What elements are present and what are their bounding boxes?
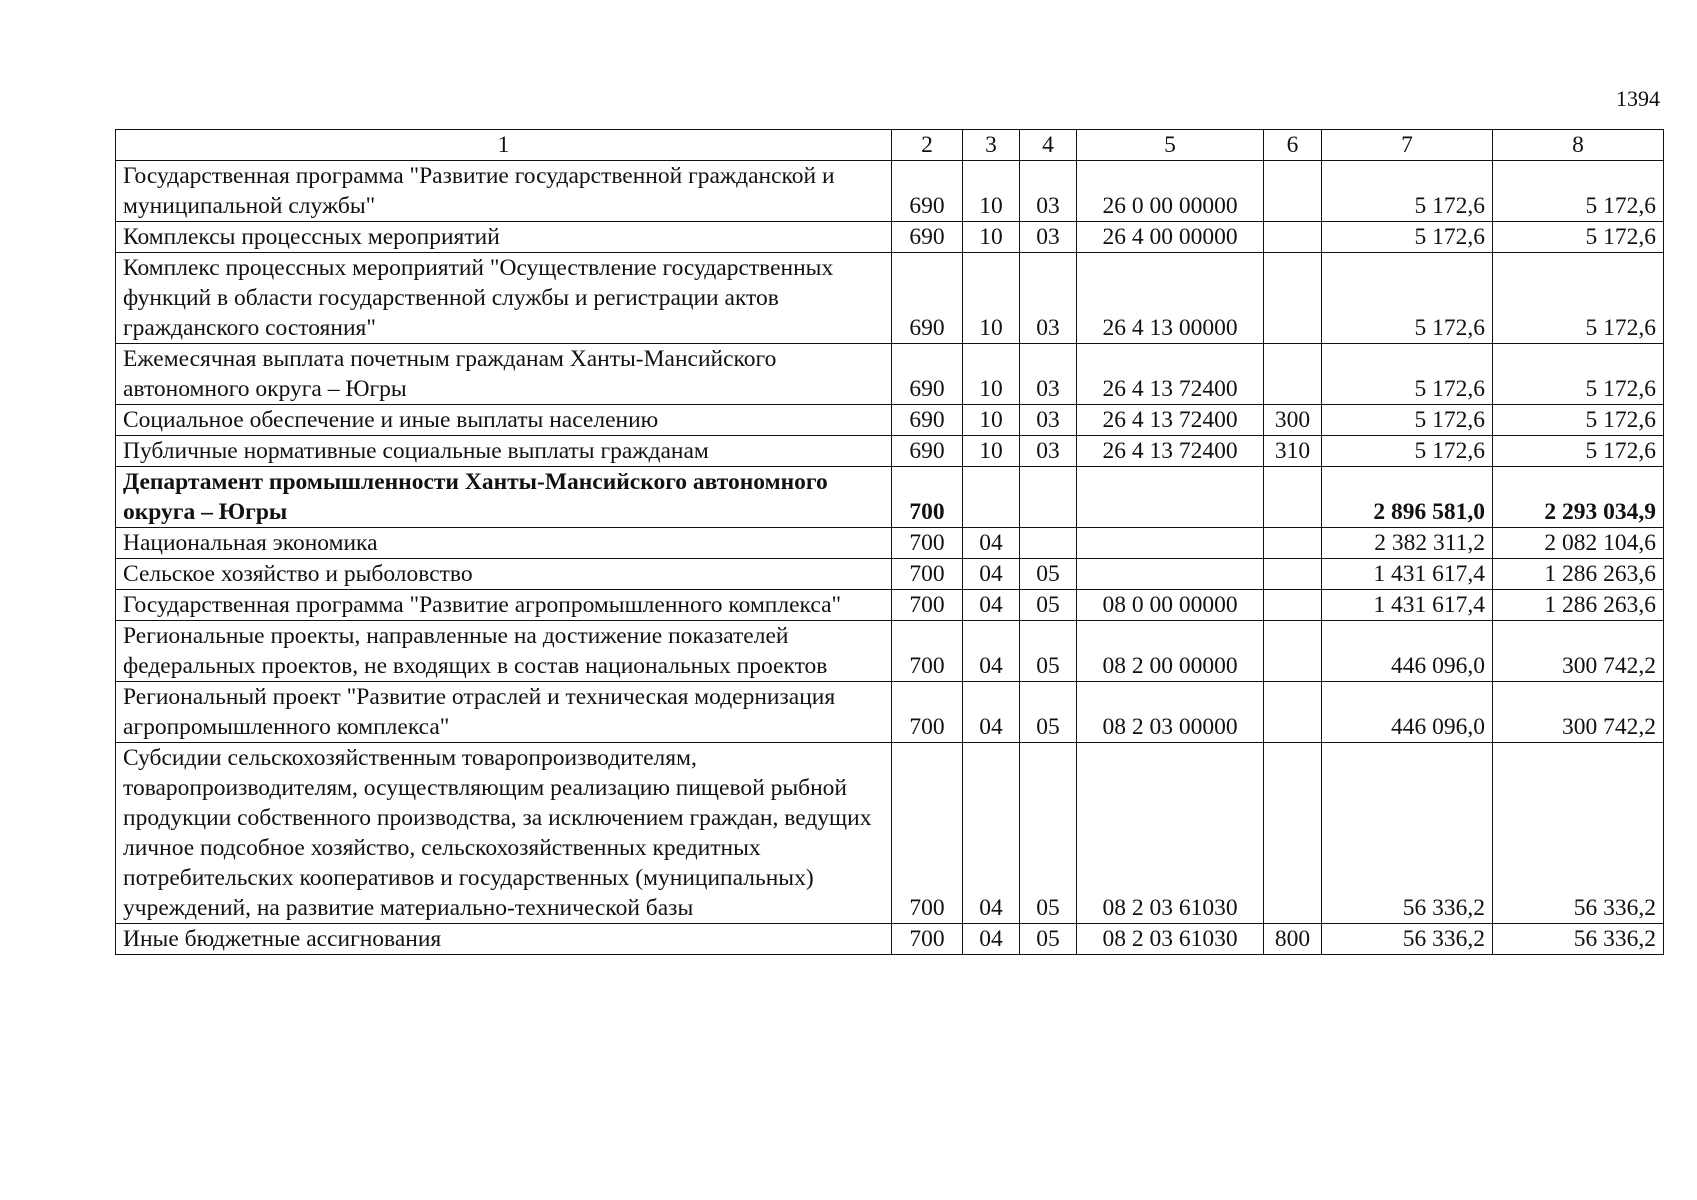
amount-year-1-cell: 5 172,6 bbox=[1322, 344, 1493, 405]
expense-type-cell bbox=[1264, 253, 1322, 344]
subsection-code-cell: 03 bbox=[1020, 436, 1077, 467]
section-code-cell: 04 bbox=[963, 924, 1020, 955]
item-name-cell: Сельское хозяйство и рыболовство bbox=[116, 559, 892, 590]
ministry-code-cell: 690 bbox=[892, 436, 963, 467]
amount-year-1-cell: 446 096,0 bbox=[1322, 682, 1493, 743]
expense-type-cell bbox=[1264, 161, 1322, 222]
expense-type-cell bbox=[1264, 467, 1322, 528]
item-name-cell: Государственная программа "Развитие государственной гражданской и муниципальной службы" bbox=[116, 161, 892, 222]
table-row bbox=[116, 344, 1664, 405]
section-code-cell: 04 bbox=[963, 590, 1020, 621]
item-name-cell: Национальная экономика bbox=[116, 528, 892, 559]
table-header bbox=[116, 130, 1664, 161]
table-row bbox=[116, 222, 1664, 253]
section-code-cell: 10 bbox=[963, 344, 1020, 405]
subsection-code-cell: 05 bbox=[1020, 559, 1077, 590]
section-code-cell: 10 bbox=[963, 222, 1020, 253]
table-row bbox=[116, 405, 1664, 436]
ministry-code-cell: 700 bbox=[892, 590, 963, 621]
amount-year-1-cell: 5 172,6 bbox=[1322, 253, 1493, 344]
subsection-code-cell: 05 bbox=[1020, 743, 1077, 924]
amount-year-1-cell: 1 431 617,4 bbox=[1322, 590, 1493, 621]
amount-year-1-cell: 446 096,0 bbox=[1322, 621, 1493, 682]
target-article-cell: 08 0 00 00000 bbox=[1077, 590, 1264, 621]
column-header-5: 5 bbox=[1077, 130, 1264, 161]
item-name-cell: Субсидии сельскохозяйственным товаропроизводителям, товаропроизводителям, осуществляющим реализацию пищевой рыбной продукции собственного производства, за исключением граждан, ведущих личное подсобное хозяйство, сельскохозяйственных кредитных потребительских кооперативов и государственных (муниципальных) учреждений, на развитие материально-технической базы bbox=[116, 743, 892, 924]
section-code-cell: 04 bbox=[963, 621, 1020, 682]
item-name-cell: Комплексы процессных мероприятий bbox=[116, 222, 892, 253]
target-article-cell bbox=[1077, 467, 1264, 528]
item-name-cell: Государственная программа "Развитие агропромышленного комплекса" bbox=[116, 590, 892, 621]
expense-type-cell bbox=[1264, 621, 1322, 682]
amount-year-1-cell: 5 172,6 bbox=[1322, 405, 1493, 436]
table-row bbox=[116, 559, 1664, 590]
target-article-cell: 26 4 13 72400 bbox=[1077, 405, 1264, 436]
amount-year-2-cell: 2 082 104,6 bbox=[1493, 528, 1664, 559]
column-header-2: 2 bbox=[892, 130, 963, 161]
table-body bbox=[116, 161, 1664, 955]
ministry-code-cell: 700 bbox=[892, 467, 963, 528]
section-code-cell: 10 bbox=[963, 436, 1020, 467]
ministry-code-cell: 700 bbox=[892, 528, 963, 559]
ministry-code-cell: 690 bbox=[892, 222, 963, 253]
expense-type-cell bbox=[1264, 528, 1322, 559]
target-article-cell: 08 2 03 61030 bbox=[1077, 743, 1264, 924]
table-row bbox=[116, 436, 1664, 467]
ministry-code-cell: 690 bbox=[892, 253, 963, 344]
amount-year-1-cell: 56 336,2 bbox=[1322, 743, 1493, 924]
expense-type-cell bbox=[1264, 590, 1322, 621]
target-article-cell bbox=[1077, 528, 1264, 559]
item-name-cell: Региональный проект "Развитие отраслей и техническая модернизация агропромышленного комплекса" bbox=[116, 682, 892, 743]
section-code-cell: 04 bbox=[963, 682, 1020, 743]
expense-type-cell bbox=[1264, 743, 1322, 924]
item-name-cell: Комплекс процессных мероприятий "Осуществление государственных функций в области государственной службы и регистрации актов гражданского состояния" bbox=[116, 253, 892, 344]
subsection-code-cell: 03 bbox=[1020, 405, 1077, 436]
subsection-code-cell: 03 bbox=[1020, 344, 1077, 405]
item-name-cell: Департамент промышленности Ханты-Мансийского автономного округа – Югры bbox=[116, 467, 892, 528]
table-row bbox=[116, 590, 1664, 621]
subsection-code-cell: 05 bbox=[1020, 682, 1077, 743]
budget-table bbox=[115, 129, 1664, 955]
item-name-cell: Региональные проекты, направленные на достижение показателей федеральных проектов, не входящих в состав национальных проектов bbox=[116, 621, 892, 682]
table-row bbox=[116, 528, 1664, 559]
target-article-cell: 08 2 03 00000 bbox=[1077, 682, 1264, 743]
amount-year-2-cell: 1 286 263,6 bbox=[1493, 590, 1664, 621]
ministry-code-cell: 700 bbox=[892, 743, 963, 924]
amount-year-2-cell: 5 172,6 bbox=[1493, 253, 1664, 344]
expense-type-cell: 800 bbox=[1264, 924, 1322, 955]
subsection-code-cell: 03 bbox=[1020, 253, 1077, 344]
amount-year-2-cell: 300 742,2 bbox=[1493, 682, 1664, 743]
target-article-cell bbox=[1077, 559, 1264, 590]
table-row bbox=[116, 682, 1664, 743]
ministry-code-cell: 690 bbox=[892, 405, 963, 436]
amount-year-1-cell: 5 172,6 bbox=[1322, 436, 1493, 467]
table-row bbox=[116, 743, 1664, 924]
subsection-code-cell: 05 bbox=[1020, 621, 1077, 682]
ministry-code-cell: 700 bbox=[892, 559, 963, 590]
amount-year-1-cell: 5 172,6 bbox=[1322, 222, 1493, 253]
amount-year-2-cell: 1 286 263,6 bbox=[1493, 559, 1664, 590]
target-article-cell: 26 4 13 72400 bbox=[1077, 436, 1264, 467]
column-header-3: 3 bbox=[963, 130, 1020, 161]
section-code-cell: 04 bbox=[963, 559, 1020, 590]
target-article-cell: 26 4 13 00000 bbox=[1077, 253, 1264, 344]
expense-type-cell bbox=[1264, 682, 1322, 743]
subsection-code-cell: 03 bbox=[1020, 161, 1077, 222]
column-header-8: 8 bbox=[1493, 130, 1664, 161]
section-code-cell: 10 bbox=[963, 405, 1020, 436]
target-article-cell: 26 0 00 00000 bbox=[1077, 161, 1264, 222]
item-name-cell: Иные бюджетные ассигнования bbox=[116, 924, 892, 955]
ministry-code-cell: 690 bbox=[892, 344, 963, 405]
table-row bbox=[116, 161, 1664, 222]
item-name-cell: Публичные нормативные социальные выплаты гражданам bbox=[116, 436, 892, 467]
ministry-code-cell: 690 bbox=[892, 161, 963, 222]
target-article-cell: 08 2 00 00000 bbox=[1077, 621, 1264, 682]
subsection-code-cell bbox=[1020, 528, 1077, 559]
section-code-cell: 04 bbox=[963, 528, 1020, 559]
column-header-4: 4 bbox=[1020, 130, 1077, 161]
amount-year-2-cell: 56 336,2 bbox=[1493, 743, 1664, 924]
amount-year-2-cell: 5 172,6 bbox=[1493, 161, 1664, 222]
subsection-code-cell: 03 bbox=[1020, 222, 1077, 253]
ministry-code-cell: 700 bbox=[892, 682, 963, 743]
amount-year-1-cell: 2 896 581,0 bbox=[1322, 467, 1493, 528]
amount-year-2-cell: 2 293 034,9 bbox=[1493, 467, 1664, 528]
section-code-cell: 04 bbox=[963, 743, 1020, 924]
expense-type-cell bbox=[1264, 222, 1322, 253]
amount-year-1-cell: 2 382 311,2 bbox=[1322, 528, 1493, 559]
column-header-6: 6 bbox=[1264, 130, 1322, 161]
subsection-code-cell: 05 bbox=[1020, 924, 1077, 955]
table-row bbox=[116, 924, 1664, 955]
amount-year-1-cell: 56 336,2 bbox=[1322, 924, 1493, 955]
table-row bbox=[116, 253, 1664, 344]
column-header-1: 1 bbox=[116, 130, 892, 161]
target-article-cell: 26 4 00 00000 bbox=[1077, 222, 1264, 253]
target-article-cell: 08 2 03 61030 bbox=[1077, 924, 1264, 955]
expense-type-cell bbox=[1264, 344, 1322, 405]
expense-type-cell: 300 bbox=[1264, 405, 1322, 436]
header-row bbox=[116, 130, 1664, 161]
page-number: 1394 bbox=[1616, 86, 1660, 111]
amount-year-2-cell: 5 172,6 bbox=[1493, 222, 1664, 253]
amount-year-1-cell: 1 431 617,4 bbox=[1322, 559, 1493, 590]
expense-type-cell: 310 bbox=[1264, 436, 1322, 467]
target-article-cell: 26 4 13 72400 bbox=[1077, 344, 1264, 405]
subsection-code-cell: 05 bbox=[1020, 590, 1077, 621]
item-name-cell: Ежемесячная выплата почетным гражданам Ханты-Мансийского автономного округа – Югры bbox=[116, 344, 892, 405]
amount-year-2-cell: 56 336,2 bbox=[1493, 924, 1664, 955]
table-row bbox=[116, 467, 1664, 528]
item-name-cell: Социальное обеспечение и иные выплаты населению bbox=[116, 405, 892, 436]
amount-year-1-cell: 5 172,6 bbox=[1322, 161, 1493, 222]
subsection-code-cell bbox=[1020, 467, 1077, 528]
amount-year-2-cell: 5 172,6 bbox=[1493, 405, 1664, 436]
amount-year-2-cell: 5 172,6 bbox=[1493, 436, 1664, 467]
amount-year-2-cell: 300 742,2 bbox=[1493, 621, 1664, 682]
expense-type-cell bbox=[1264, 559, 1322, 590]
section-code-cell: 10 bbox=[963, 253, 1020, 344]
ministry-code-cell: 700 bbox=[892, 924, 963, 955]
amount-year-2-cell: 5 172,6 bbox=[1493, 344, 1664, 405]
ministry-code-cell: 700 bbox=[892, 621, 963, 682]
column-header-7: 7 bbox=[1322, 130, 1493, 161]
section-code-cell bbox=[963, 467, 1020, 528]
table-row bbox=[116, 621, 1664, 682]
section-code-cell: 10 bbox=[963, 161, 1020, 222]
